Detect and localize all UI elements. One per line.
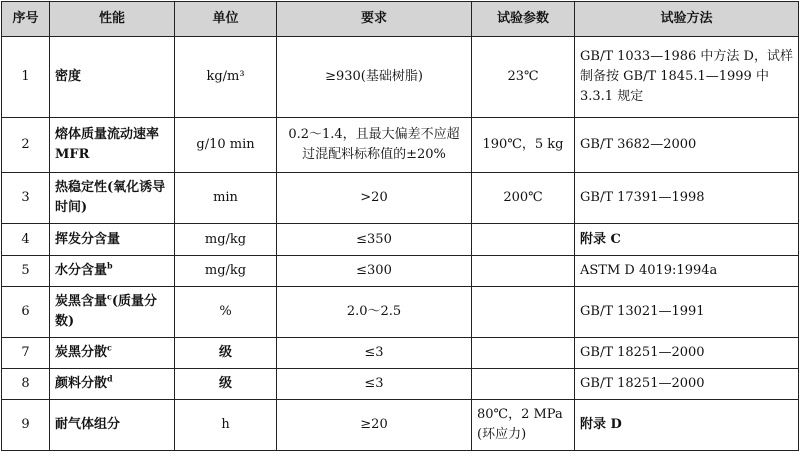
row-method: GB/T 1033—1986 中方法 D，试样制备按 GB/T 1845.1—1999 中 3.3.1 规定 xyxy=(575,37,799,118)
row-no: 3 xyxy=(2,173,50,224)
property-name: 炭黑含量 xyxy=(55,294,108,309)
row-no: 8 xyxy=(2,369,50,400)
row-requirement: ≤3 xyxy=(277,338,472,369)
spec-table xyxy=(1,1,799,451)
row-requirement: ≤3 xyxy=(277,369,472,400)
table-row xyxy=(2,369,799,400)
row-unit: g/10 min xyxy=(175,118,277,173)
header-requirement: 要求 xyxy=(277,2,472,37)
row-no: 9 xyxy=(2,400,50,451)
row-unit: mg/kg xyxy=(175,256,277,287)
table-row xyxy=(2,400,799,451)
row-requirement: ≥20 xyxy=(277,400,472,451)
row-parameters: 200℃ xyxy=(472,173,575,224)
row-parameters: 23℃ xyxy=(472,37,575,118)
row-parameters xyxy=(472,369,575,400)
row-requirement: ≤350 xyxy=(277,224,472,256)
row-requirement: ≥930(基础树脂) xyxy=(277,37,472,118)
row-method: GB/T 13021—1991 xyxy=(575,287,799,338)
row-unit: min xyxy=(175,173,277,224)
header-unit: 单位 xyxy=(175,2,277,37)
table-row xyxy=(2,224,799,256)
table-row xyxy=(2,287,799,338)
row-method: ASTM D 4019:1994a xyxy=(575,256,799,287)
table-row xyxy=(2,338,799,369)
row-no: 5 xyxy=(2,256,50,287)
row-method: 附录 C xyxy=(575,224,799,256)
row-property xyxy=(50,369,175,400)
row-property xyxy=(50,287,175,338)
row-requirement: 0.2～1.4，且最大偏差不应超过混配料标称值的±20% xyxy=(277,118,472,173)
header-method: 试验方法 xyxy=(575,2,799,37)
row-property: 热稳定性(氧化诱导时间) xyxy=(50,173,175,224)
row-unit: mg/kg xyxy=(175,224,277,256)
row-property xyxy=(50,338,175,369)
row-no: 2 xyxy=(2,118,50,173)
row-property: 挥发分含量 xyxy=(50,224,175,256)
row-requirement: 2.0～2.5 xyxy=(277,287,472,338)
property-qualifier: (质量分数) xyxy=(55,294,158,329)
table-row xyxy=(2,173,799,224)
row-parameters xyxy=(472,338,575,369)
row-property: 密度 xyxy=(50,37,175,118)
row-unit: 级 xyxy=(175,338,277,369)
row-method: GB/T 17391—1998 xyxy=(575,173,799,224)
row-parameters xyxy=(472,256,575,287)
header-parameters: 试验参数 xyxy=(472,2,575,37)
row-parameters xyxy=(472,224,575,256)
row-property: 熔体质量流动速率 MFR xyxy=(50,118,175,173)
row-unit: h xyxy=(175,400,277,451)
header-row xyxy=(2,2,799,37)
row-method: GB/T 18251—2000 xyxy=(575,369,799,400)
row-unit: 级 xyxy=(175,369,277,400)
row-parameters: 80℃，2 MPa (环应力) xyxy=(472,400,575,451)
table-row xyxy=(2,118,799,173)
row-no: 7 xyxy=(2,338,50,369)
footnote-marker: c xyxy=(107,291,112,302)
footnote-marker: d xyxy=(107,373,113,384)
row-parameters: 190℃，5 kg xyxy=(472,118,575,173)
table-row xyxy=(2,256,799,287)
row-no: 1 xyxy=(2,37,50,118)
property-name: 颜料分散 xyxy=(55,376,108,391)
row-method: GB/T 3682—2000 xyxy=(575,118,799,173)
header-property: 性能 xyxy=(50,2,175,37)
row-property xyxy=(50,256,175,287)
property-name: 水分含量 xyxy=(55,263,108,278)
row-no: 6 xyxy=(2,287,50,338)
row-unit: % xyxy=(175,287,277,338)
row-method: 附录 D xyxy=(575,400,799,451)
row-requirement: >20 xyxy=(277,173,472,224)
row-requirement: ≤300 xyxy=(277,256,472,287)
row-no: 4 xyxy=(2,224,50,256)
row-unit: kg/m³ xyxy=(175,37,277,118)
table-row xyxy=(2,37,799,118)
row-parameters xyxy=(472,287,575,338)
row-property: 耐气体组分 xyxy=(50,400,175,451)
row-method: GB/T 18251—2000 xyxy=(575,338,799,369)
header-no: 序号 xyxy=(2,2,50,37)
property-name: 炭黑分散 xyxy=(55,345,108,360)
footnote-marker: c xyxy=(107,342,112,353)
footnote-marker: b xyxy=(107,260,113,271)
